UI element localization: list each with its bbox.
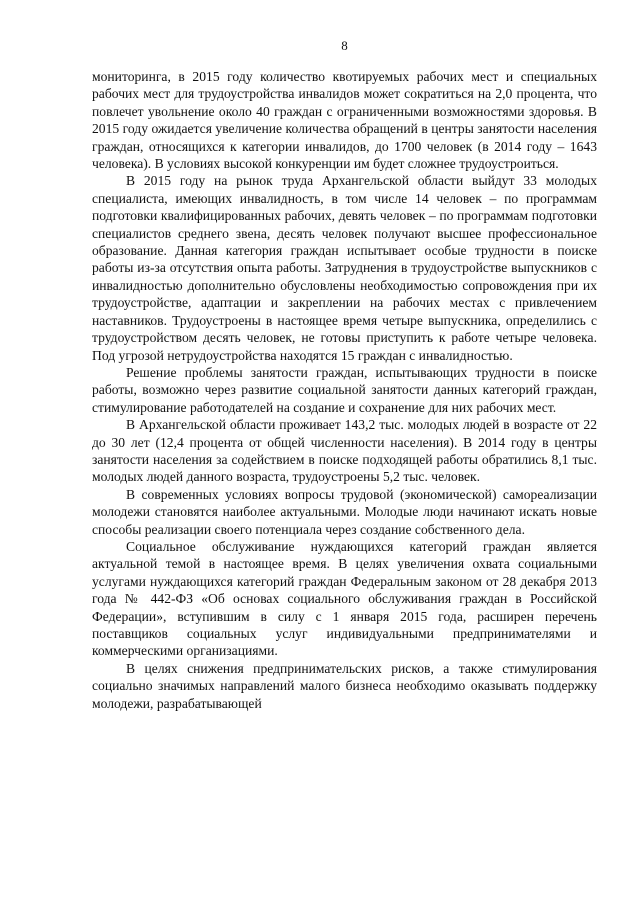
paragraph-7: В целях снижения предпринимательских рисков, а также стимулирования социально значимых направлений малого бизнеса необходимо оказывать поддержку молодежи, разрабатывающей (92, 660, 597, 711)
paragraph-1: мониторинга, в 2015 году количество квотируемых рабочих мест и специальных рабочих мест для трудоустройства инвалидов может сократиться на 2,0 процента, что повлечет увольнение около 40 граждан с ограниченными возможностями здоровья. В 2015 году ожидается увеличение количества обращений в центры занятости населения граждан, относящихся к категории инвалидов, до 1700 человек (в 2014 году – 1643 человека). В условиях высокой конкуренции им будет сложнее трудоустроиться. (92, 69, 597, 172)
document-body (92, 68, 597, 712)
paragraph-6: Социальное обслуживание нуждающихся категорий граждан является актуальной темой в настоящее время. В целях увеличения охвата социальными услугами нуждающихся категорий граждан Федеральным законом от 28 декабря 2013 года № 442-ФЗ «Об основах социального обслуживания граждан в Российской Федерации», вступившим в силу с 1 января 2015 года, расширен перечень поставщиков социальных услуг индивидуальными предпринимателями и коммерческими организациями. (92, 538, 597, 659)
page-number: 8 (341, 38, 348, 53)
paragraph-3: Решение проблемы занятости граждан, испытывающих трудности в поиске работы, возможно через развитие социальной занятости данных категорий граждан, стимулирование работодателей на создание и сохранение для них рабочих мест. (92, 364, 597, 415)
paragraph-5: В современных условиях вопросы трудовой (экономической) самореализации молодежи становятся наиболее актуальными. Молодые люди начинают искать новые способы реализации своего потенциала через создание собственного дела. (92, 486, 597, 537)
paragraph-4: В Архангельской области проживает 143,2 тыс. молодых людей в возрасте от 22 до 30 лет (12,4 процента от общей численности населения). В 2014 году в центры занятости населения за содействием в поиске подходящей работы обратились 8,1 тыс. молодых людей данного возраста, трудоустроены 5,2 тыс. человек. (92, 417, 597, 485)
paragraph-2: В 2015 году на рынок труда Архангельской области выйдут 33 молодых специалиста, имеющих инвалидность, в том числе 14 человек – по программам подготовки квалифицированных рабочих, девять человек – по программам подготовки специалистов среднего звена, десять человек получают высшее профессиональное образование. Данная категория граждан испытывает особые трудности в поиске работы из-за отсутствия опыта работы. Затруднения в трудоустройстве выпускников с инвалидностью дополнительно обусловлены необходимостью сопровождения при их трудоустройстве, адаптации и закреплении на рабочих местах с привлечением наставников. Трудоустроены в настоящее время четыре выпускника, определились с трудоустройством десять человек, не готовы приступить к работе четыре человека. Под угрозой нетрудоустройства находятся 15 граждан с инвалидностью. (92, 173, 597, 363)
